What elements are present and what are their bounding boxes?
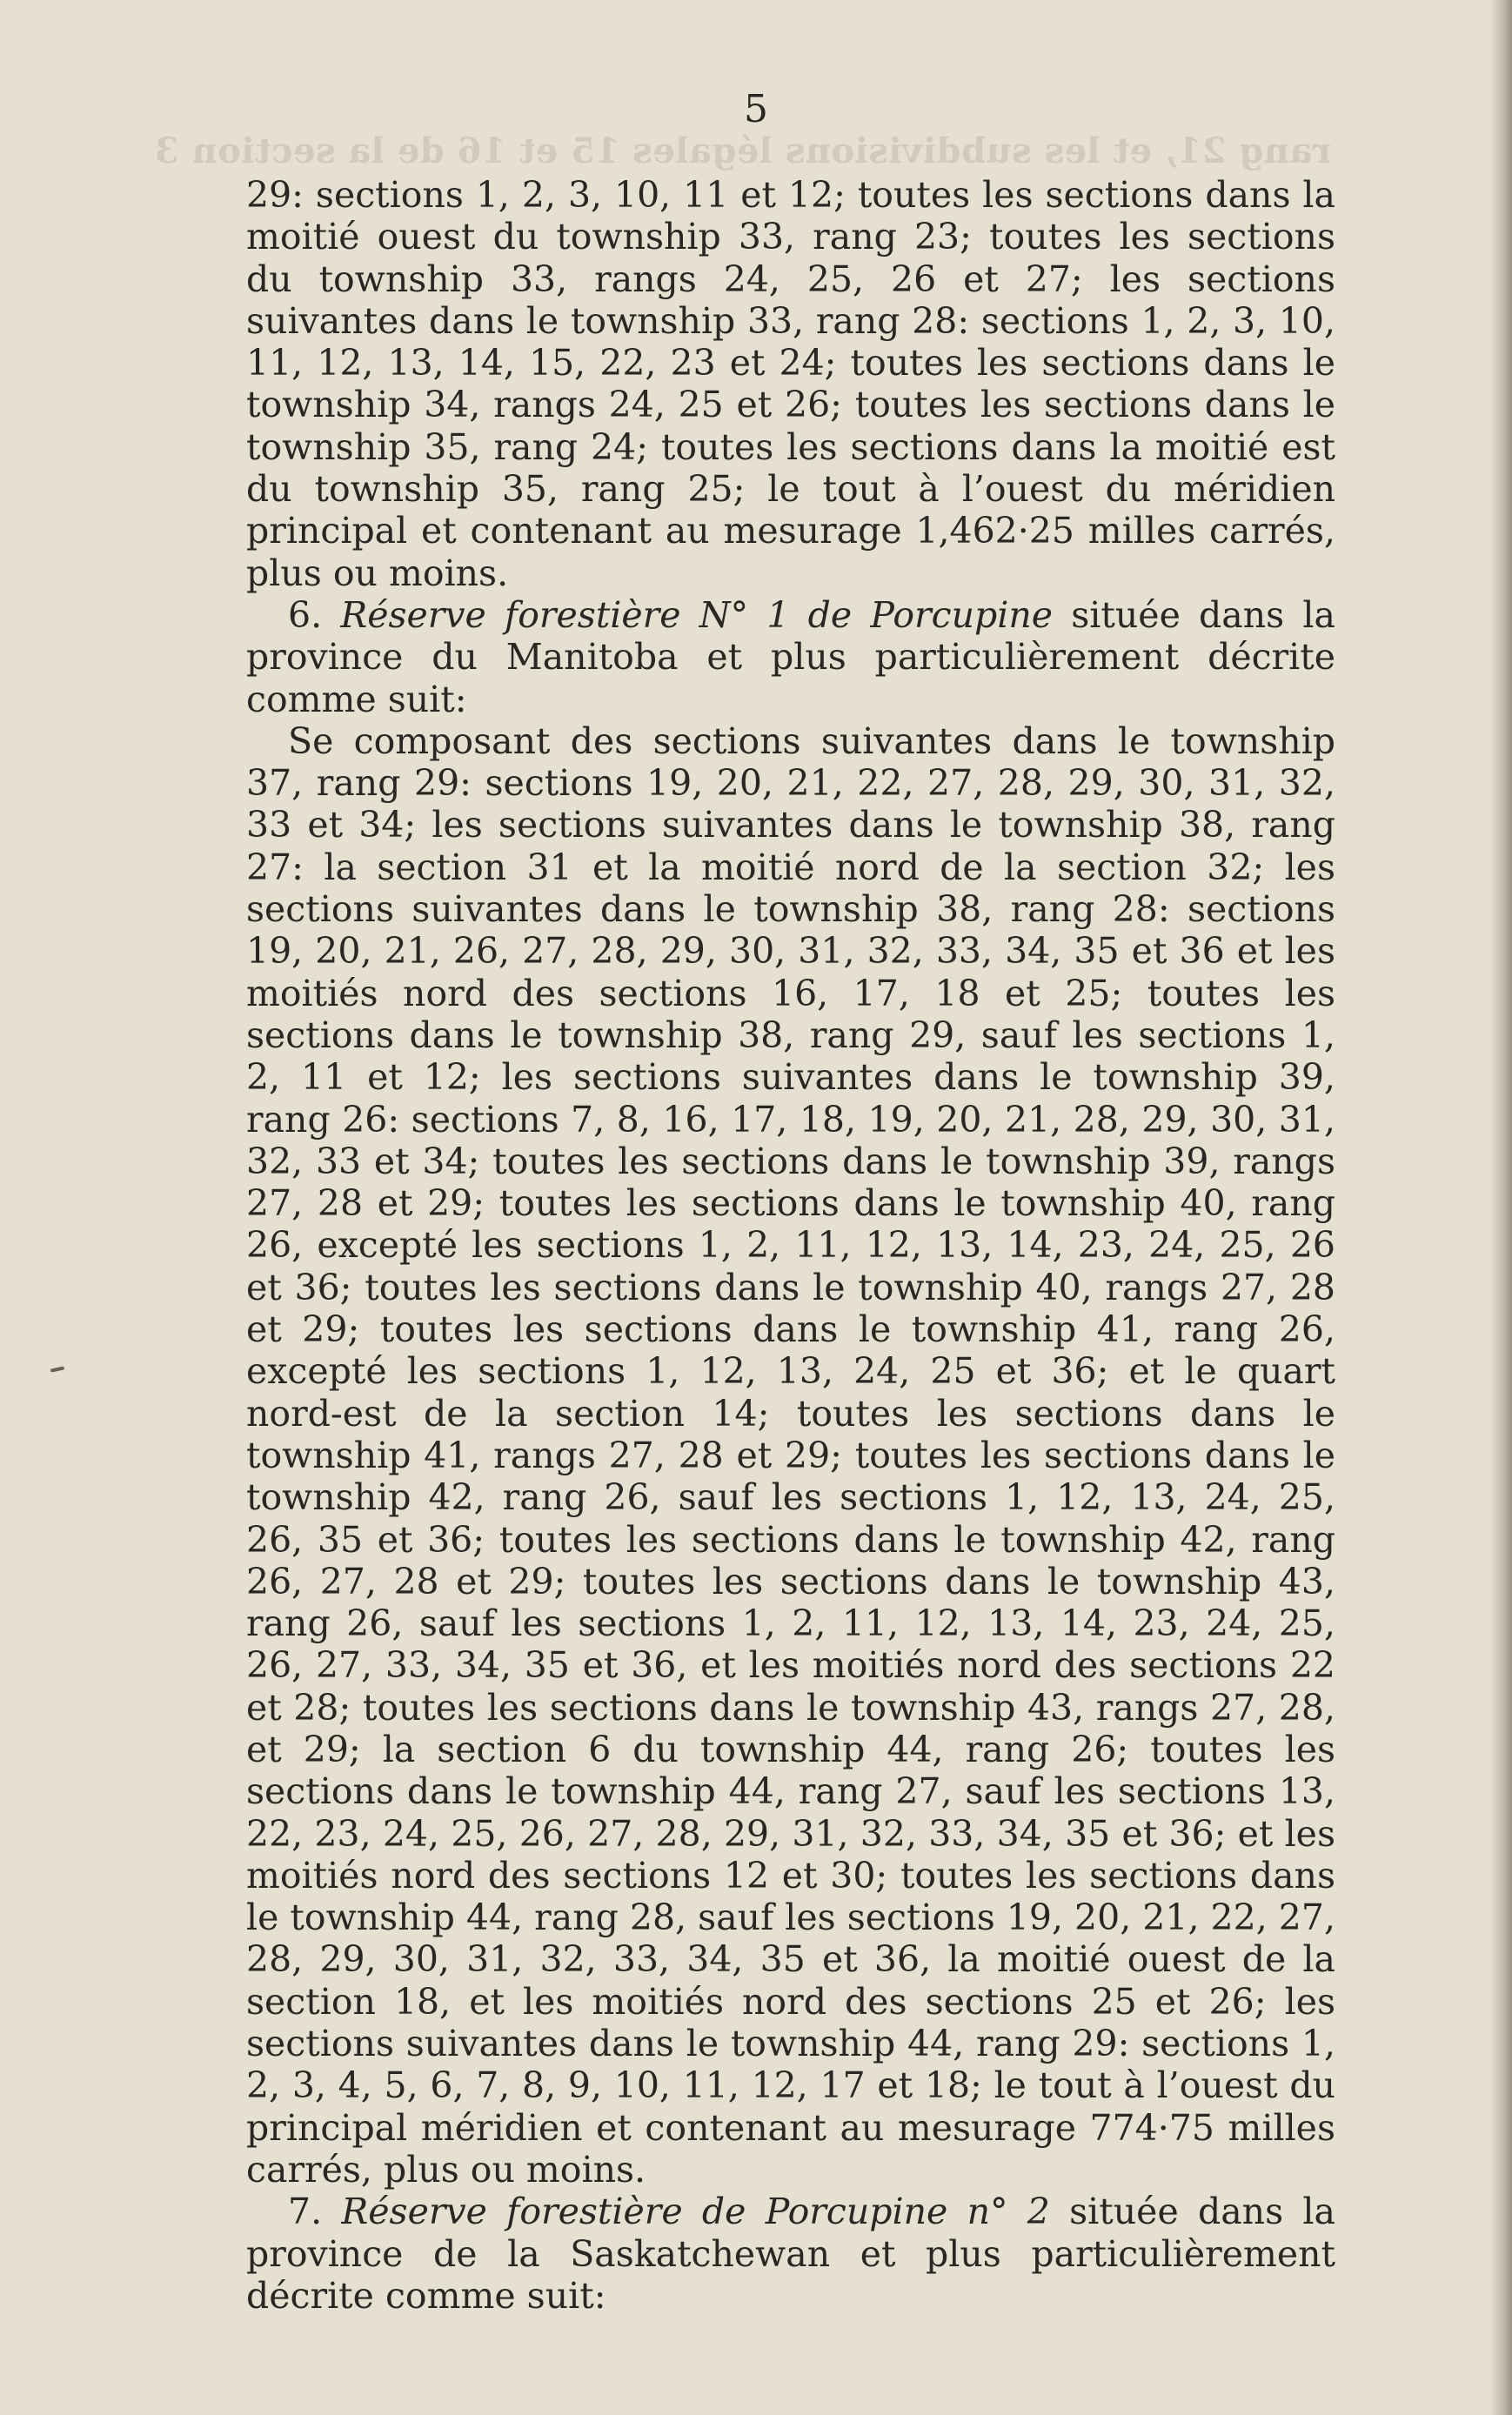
page-number: 5	[744, 87, 768, 131]
section-7-heading-paragraph	[246, 2191, 1335, 2317]
section-6-body: Se composant des sections suivantes dans le township 37, rang 29: sections 19, 20, 21, 22, 27, 28, 29, 30, 31, 32, 33 et 34; les sections suivantes dans le township 38, rang 27: la section 31 et la moitié nord de la section 32; les sections suivantes dans le township 38, rang 28: sections 19, 20, 21, 26, 27, 28, 29, 30, 31, 32, 33, 34, 35 et 36 et les moitiés nord des sections 16, 17, 18 et 25; toutes les sections dans le township 38, rang 29, sauf les sections 1, 2, 11 et 12; les sections suivantes dans le township 39, rang 26: sections 7, 8, 16, 17, 18, 19, 20, 21, 28, 29, 30, 31, 32, 33 et 34; toutes les sections dans le township 39, rangs 27, 28 et 29; toutes les sections dans le township 40, rang 26, excepté les sections 1, 2, 11, 12, 13, 14, 23, 24, 25, 26 et 36; toutes les sections dans le township 40, rangs 27, 28 et 29; toutes les sections dans le township 41, rang 26, excepté les sections 1, 12, 13, 24, 25 et 36; et le quart nord-est de la section 14; toutes les sections dans le township 41, rangs 27, 28 et 29; toutes les sections dans le township 42, rang 26, sauf les sections 1, 12, 13, 24, 25, 26, 35 et 36; toutes les sections dans le township 42, rang 26, 27, 28 et 29; toutes les sections dans le township 43, rang 26, sauf les sections 1, 2, 11, 12, 13, 14, 23, 24, 25, 26, 27, 33, 34, 35 et 36, et les moitiés nord des sections 22 et 28; toutes les sections dans le township 43, rangs 27, 28, et 29; la section 6 du township 44, rang 26; toutes les sections dans le township 44, rang 27, sauf les sections 13, 22, 23, 24, 25, 26, 27, 28, 29, 31, 32, 33, 34, 35 et 36; et les moitiés nord des sections 12 et 30; toutes les sections dans le township 44, rang 28, sauf les sections 19, 20, 21, 22, 27, 28, 29, 30, 31, 32, 33, 34, 35 et 36, la moitié ouest de la section 18, et les moitiés nord des sections 25 et 26; les sections suivantes dans le township 44, rang 29: sections 1, 2, 3, 4, 5, 6, 7, 8, 9, 10, 11, 12, 17 et 18; le tout à l’ouest du principal méridien et contenant au mesurage 774·75 milles carrés, plus ou moins.	[246, 719, 1335, 2191]
section-6-title: Réserve forestière N° 1 de Porcupine	[340, 593, 1054, 636]
section-7-number: 7.	[288, 2191, 323, 2233]
section-6-heading-paragraph	[246, 594, 1335, 720]
document-body	[246, 174, 1335, 2317]
margin-mark	[50, 1366, 64, 1372]
section-7-intro: située dans la province de la Saskatchewan et plus particulièrement décrite comme suit:	[246, 2191, 1335, 2317]
bleed-through-text: rang 21, et les subdivisions légales 15 et 16 de la section 3	[154, 130, 1331, 171]
section-6-intro: située dans la province du Manitoba et plus particulièrement décrite comme suit:	[246, 593, 1335, 720]
section-6-number: 6.	[288, 593, 323, 636]
page-edge-shadow	[1489, 0, 1512, 2415]
section-5-continuation: 29: sections 1, 2, 3, 10, 11 et 12; toutes les sections dans la moitié ouest du township 33, rang 23; toutes les sections du township 33, rangs 24, 25, 26 et 27; les sections suivantes dans le township 33, rang 28: sections 1, 2, 3, 10, 11, 12, 13, 14, 15, 22, 23 et 24; toutes les sections dans le township 34, rangs 24, 25 et 26; toutes les sections dans le township 35, rang 24; toutes les sections dans la moitié est du township 35, rang 25; le tout à l’ouest du méridien principal et contenant au mesurage 1,462·25 milles carrés, plus ou moins.	[246, 174, 1335, 594]
section-7-title: Réserve forestière de Porcupine n° 2	[341, 2191, 1050, 2233]
